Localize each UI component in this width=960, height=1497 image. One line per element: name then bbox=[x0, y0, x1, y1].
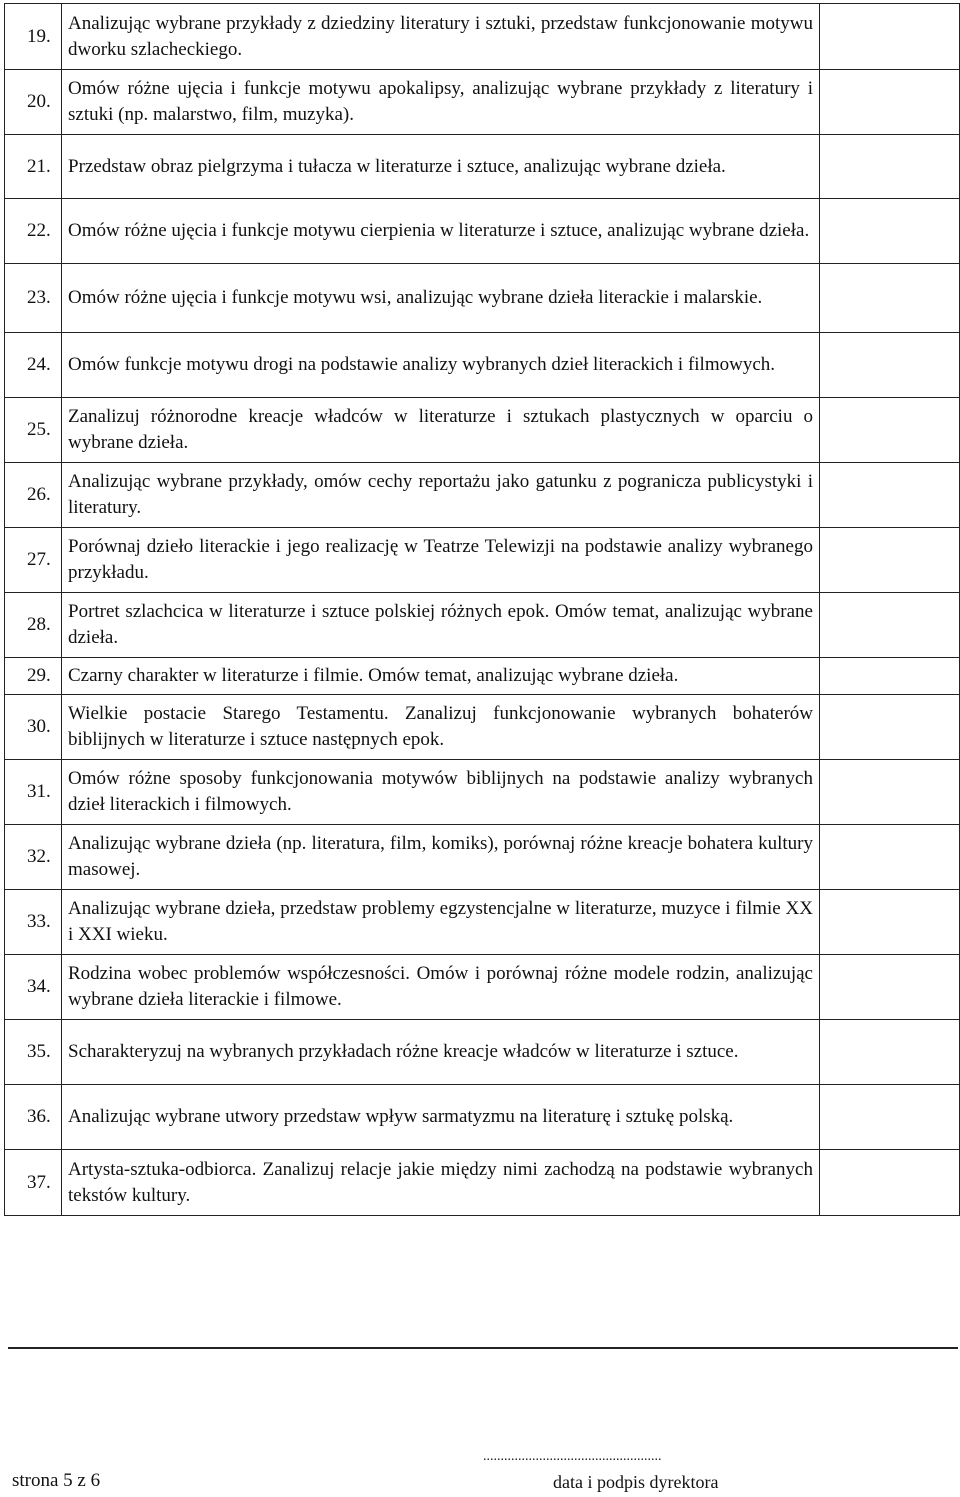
empty-cell bbox=[820, 264, 960, 333]
page-number: strona 5 z 6 bbox=[12, 1470, 101, 1491]
table-row bbox=[5, 593, 960, 658]
topic-number: 22. bbox=[5, 199, 62, 264]
topic-number: 19. bbox=[5, 4, 62, 70]
topic-number: 33. bbox=[5, 890, 62, 955]
topic-number: 34. bbox=[5, 955, 62, 1020]
empty-cell bbox=[820, 1085, 960, 1150]
empty-cell bbox=[820, 463, 960, 528]
topic-text: Czarny charakter w literaturze i filmie. Omów temat, analizując wybrane dzieła. bbox=[62, 658, 820, 695]
table-row bbox=[5, 825, 960, 890]
empty-cell bbox=[820, 825, 960, 890]
topic-number: 29. bbox=[5, 658, 62, 695]
empty-cell bbox=[820, 593, 960, 658]
table-row bbox=[5, 264, 960, 333]
topic-text: Scharakteryzuj na wybranych przykładach różne kreacje władców w literaturze i sztuce. bbox=[62, 1020, 820, 1085]
empty-cell bbox=[820, 333, 960, 398]
table-row bbox=[5, 695, 960, 760]
table-row bbox=[5, 760, 960, 825]
topic-text: Wielkie postacie Starego Testamentu. Zanalizuj funkcjonowanie wybranych bohaterów biblijnych w literaturze i sztuce następnych epok. bbox=[62, 695, 820, 760]
signature-label: data i podpis dyrektora bbox=[553, 1472, 719, 1492]
topic-number: 26. bbox=[5, 463, 62, 528]
topic-number: 30. bbox=[5, 695, 62, 760]
topic-number: 23. bbox=[5, 264, 62, 333]
table-row bbox=[5, 463, 960, 528]
empty-cell bbox=[820, 528, 960, 593]
topic-text: Omów różne ujęcia i funkcje motywu apokalipsy, analizując wybrane przykłady z literatury i sztuki (np. malarstwo, film, muzyka). bbox=[62, 70, 820, 135]
topic-number: 32. bbox=[5, 825, 62, 890]
topic-text: Portret szlachcica w literaturze i sztuce polskiej różnych epok. Omów temat, analizując wybrane dzieła. bbox=[62, 593, 820, 658]
table-row bbox=[5, 658, 960, 695]
topic-text: Omów różne sposoby funkcjonowania motywów biblijnych na podstawie analizy wybranych dzieł literackich i filmowych. bbox=[62, 760, 820, 825]
empty-cell bbox=[820, 955, 960, 1020]
table-row bbox=[5, 333, 960, 398]
topic-number: 21. bbox=[5, 135, 62, 199]
empty-cell bbox=[820, 135, 960, 199]
empty-cell bbox=[820, 1150, 960, 1216]
table-row bbox=[5, 398, 960, 463]
topic-text: Analizując wybrane przykłady, omów cechy reportażu jako gatunku z pogranicza publicystyki i literatury. bbox=[62, 463, 820, 528]
empty-cell bbox=[820, 4, 960, 70]
table-row bbox=[5, 1150, 960, 1216]
topic-number: 36. bbox=[5, 1085, 62, 1150]
empty-cell bbox=[820, 398, 960, 463]
table-row bbox=[5, 135, 960, 199]
topic-number: 37. bbox=[5, 1150, 62, 1216]
topic-number: 31. bbox=[5, 760, 62, 825]
table-row bbox=[5, 4, 960, 70]
empty-cell bbox=[820, 658, 960, 695]
topic-number: 27. bbox=[5, 528, 62, 593]
topic-number: 20. bbox=[5, 70, 62, 135]
table-row bbox=[5, 1020, 960, 1085]
empty-cell bbox=[820, 199, 960, 264]
table-row bbox=[5, 199, 960, 264]
topic-text: Porównaj dzieło literackie i jego realizację w Teatrze Telewizji na podstawie analizy wybranego przykładu. bbox=[62, 528, 820, 593]
topic-number: 25. bbox=[5, 398, 62, 463]
topic-number: 24. bbox=[5, 333, 62, 398]
topic-number: 35. bbox=[5, 1020, 62, 1085]
table-row bbox=[5, 1085, 960, 1150]
topics-table bbox=[4, 3, 960, 1216]
empty-cell bbox=[820, 760, 960, 825]
table-row bbox=[5, 890, 960, 955]
footer-divider bbox=[8, 1347, 958, 1349]
topic-text: Analizując wybrane utwory przedstaw wpływ sarmatyzmu na literaturę i sztukę polską. bbox=[62, 1085, 820, 1150]
topic-text: Omów różne ujęcia i funkcje motywu wsi, analizując wybrane dzieła literackie i malarskie. bbox=[62, 264, 820, 333]
signature-line: ................................................... bbox=[483, 1449, 662, 1464]
topic-text: Analizując wybrane dzieła, przedstaw problemy egzystencjalne w literaturze, muzyce i filmie XX i XXI wieku. bbox=[62, 890, 820, 955]
table-row bbox=[5, 955, 960, 1020]
empty-cell bbox=[820, 695, 960, 760]
empty-cell bbox=[820, 70, 960, 135]
topic-text: Zanalizuj różnorodne kreacje władców w literaturze i sztukach plastycznych w oparciu o wybrane dzieła. bbox=[62, 398, 820, 463]
table-row bbox=[5, 70, 960, 135]
topic-number: 28. bbox=[5, 593, 62, 658]
table-row bbox=[5, 528, 960, 593]
topic-text: Omów różne ujęcia i funkcje motywu cierpienia w literaturze i sztuce, analizując wybrane dzieła. bbox=[62, 199, 820, 264]
topic-text: Analizując wybrane przykłady z dziedziny literatury i sztuki, przedstaw funkcjonowanie motywu dworku szlacheckiego. bbox=[62, 4, 820, 70]
empty-cell bbox=[820, 890, 960, 955]
topic-text: Omów funkcje motywu drogi na podstawie analizy wybranych dzieł literackich i filmowych. bbox=[62, 333, 820, 398]
empty-cell bbox=[820, 1020, 960, 1085]
topics-body bbox=[5, 4, 960, 1216]
topic-text: Analizując wybrane dzieła (np. literatura, film, komiks), porównaj różne kreacje bohatera kultury masowej. bbox=[62, 825, 820, 890]
topic-text: Przedstaw obraz pielgrzyma i tułacza w literaturze i sztuce, analizując wybrane dzieła. bbox=[62, 135, 820, 199]
topic-text: Artysta-sztuka-odbiorca. Zanalizuj relacje jakie między nimi zachodzą na podstawie wybranych tekstów kultury. bbox=[62, 1150, 820, 1216]
topic-text: Rodzina wobec problemów współczesności. Omów i porównaj różne modele rodzin, analizując wybrane dzieła literackie i filmowe. bbox=[62, 955, 820, 1020]
